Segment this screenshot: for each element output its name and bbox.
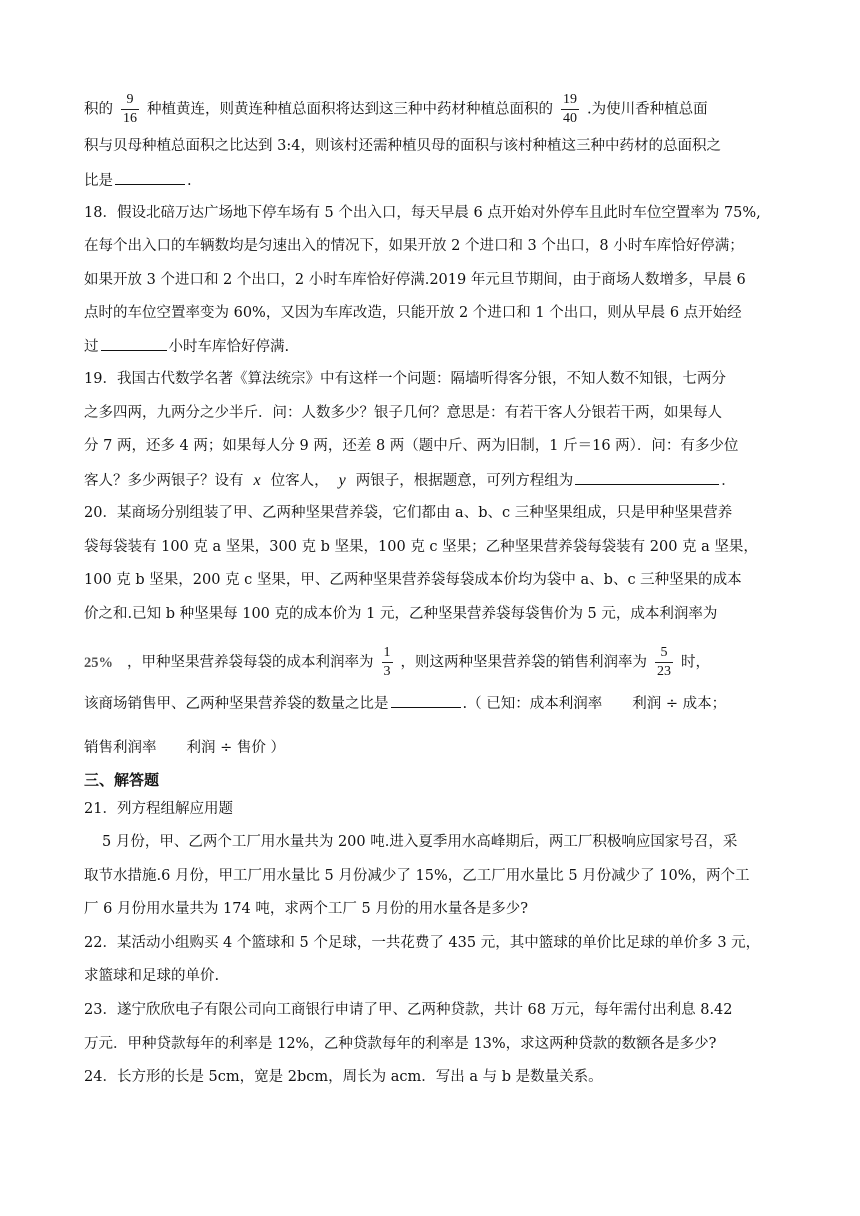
q17-text: 比是 <box>84 173 113 189</box>
variable-x: x <box>253 472 261 489</box>
variable-y: y <box>338 472 346 489</box>
q20-text: ，甲种坚果营养袋每袋的成本利润率为 <box>127 654 374 671</box>
q20-text: 销售利润率 <box>84 740 157 756</box>
section-heading: 三、解答题 <box>84 771 160 789</box>
q23-line-1: 23．遂宁欣欣电子有限公司向工商银行申请了甲、乙两种贷款，共计 68 万元，每年需付出利息 8.42 <box>84 1002 733 1018</box>
fraction-numerator: 9 <box>121 93 139 110</box>
answer-blank[interactable] <box>575 470 719 485</box>
q20-line-6 <box>84 693 784 714</box>
fraction-denominator: 16 <box>123 111 137 126</box>
fraction-9-16 <box>121 93 139 126</box>
answer-blank[interactable] <box>115 170 185 185</box>
q18-text: 小时车库恰好停满. <box>168 339 290 355</box>
q19-line-1: 19．我国古代数学名著《算法统宗》中有这样一个问题：隔墙听得客分银，不知人数不知银，七两分 <box>84 371 726 387</box>
q17-line-1 <box>84 93 784 126</box>
q17-text: .为使川香种植总面 <box>587 101 708 118</box>
fraction-numerator: 1 <box>382 646 393 663</box>
q19-text: 客人？多少两银子？设有 <box>84 473 244 489</box>
answer-blank[interactable] <box>101 336 167 351</box>
q21-line-2: 5 月份，甲、乙两个工厂用水量共为 200 吨.进入夏季用水高峰期后，两工厂积极响应国家号召，采 <box>102 834 738 850</box>
q18-line-1: 18．假设北碚万达广场地下停车场有 5 个出入口，每天早晨 6 点开始对外停车且此时车位空置率为 75%, <box>84 205 761 221</box>
q20-text: ，则这两种坚果营养袋的销售利润率为 <box>400 654 647 671</box>
q20-text: .（ 已知：成本利润率 <box>462 696 603 712</box>
q20-text: 利润 ÷ 成本； <box>632 696 727 712</box>
q20-line-1: 20．某商场分别组装了甲、乙两种坚果营养袋，它们都由 a、b、c 三种坚果组成，只是甲种坚果营养 <box>84 505 733 521</box>
answer-blank[interactable] <box>391 693 461 708</box>
q17-text: 种植黄连，则黄连种植总面积将达到这三种中药材种植总面积的 <box>147 101 553 118</box>
fraction-numerator: 19 <box>561 93 579 110</box>
q21-line-3: 取节水措施.6 月份，甲工厂用水量比 5 月份减少了 15%，乙工厂用水量比 5 月份减少了 10%，两个工 <box>84 868 750 884</box>
q20-line-3: 100 克 b 坚果，200 克 c 坚果，甲、乙两种坚果营养袋每袋成本价均为袋中 a、b、c 三种坚果的成本 <box>84 572 742 588</box>
q20-line-4: 价之和.已知 b 种坚果每 100 克的成本价为 1 元，乙种坚果营养袋每袋售价为 5 元，成本利润率为 <box>84 606 718 622</box>
q17-text: 积的 <box>84 101 113 118</box>
q19-line-2: 之多四两，九两分之少半斤．问：人数多少？银子几何？意思是：有若干客人分银若干两，如果每人 <box>84 405 722 421</box>
q20-text: 该商场销售甲、乙两种坚果营养袋的数量之比是 <box>84 696 389 712</box>
q18-line-5 <box>84 336 784 357</box>
q18-line-3: 如果开放 3 个进口和 2 个出口，2 小时车库恰好停满.2019 年元旦节期间，由于商场人数增多，早晨 6 <box>84 272 746 288</box>
q19-text: 位客人， <box>270 473 329 489</box>
q20-text: 时， <box>681 654 710 671</box>
fraction-19-40 <box>561 93 579 126</box>
q20-line-2: 袋每袋装有 100 克 a 坚果，300 克 b 坚果，100 克 c 坚果；乙种坚果营养袋每袋装有 200 克 a 坚果， <box>84 539 758 555</box>
q22-line-1: 22．某活动小组购买 4 个篮球和 5 个足球，一共花费了 435 元，其中篮球的单价比足球的单价多 3 元， <box>84 935 761 951</box>
fraction-numerator: 5 <box>655 646 673 663</box>
q17-line-3 <box>84 170 784 191</box>
fraction-1-3 <box>382 646 393 679</box>
q20-text: 利润 ÷ 售价 ） <box>186 740 285 756</box>
q21-line-1: 21．列方程组解应用题 <box>84 801 233 817</box>
q19-text: 两银子，根据题意，可列方程组为 <box>355 473 574 489</box>
q18-line-2: 在每个出入口的车辆数均是匀速出入的情况下，如果开放 2 个进口和 3 个出口，8 小时车库恰好停满； <box>84 238 744 254</box>
fraction-denominator: 40 <box>563 111 577 126</box>
q18-text: 过 <box>84 339 99 355</box>
q19-line-4 <box>84 470 784 491</box>
fraction-denominator: 23 <box>657 664 671 679</box>
q21-line-4: 厂 6 月份用水量共为 174 吨，求两个工厂 5 月份的用水量各是多少? <box>84 901 529 917</box>
q17-text: . <box>187 173 192 189</box>
profit-rate-value: 25% <box>84 654 113 671</box>
q20-line-7 <box>84 738 784 758</box>
q19-text: ． <box>721 473 736 489</box>
fraction-5-23 <box>655 646 673 679</box>
q19-line-3: 分 7 两，还多 4 两；如果每人分 9 两，还差 8 两（题中斤、两为旧制，1 斤＝16 两）．问：有多少位 <box>84 438 739 454</box>
q24-line-1: 24．长方形的长是 5cm，宽是 2bcm，周长为 acm．写出 a 与 b 是数量关系。 <box>84 1069 603 1085</box>
q22-line-2: 求篮球和足球的单价. <box>84 968 220 984</box>
fraction-denominator: 3 <box>383 664 391 679</box>
q23-line-2: 万元．甲种贷款每年的利率是 12%，乙种贷款每年的利率是 13%，求这两种贷款的数额各是多少? <box>84 1036 717 1052</box>
q20-line-5 <box>84 646 784 679</box>
q17-line-2: 积与贝母种植总面积之比达到 3:4，则该村还需种植贝母的面积与该村种植这三种中药材的总面积之 <box>84 138 721 154</box>
q18-line-4: 点时的车位空置率变为 60%，又因为车库改造，只能开放 2 个进口和 1 个出口，则从早晨 6 点开始经 <box>84 305 742 321</box>
